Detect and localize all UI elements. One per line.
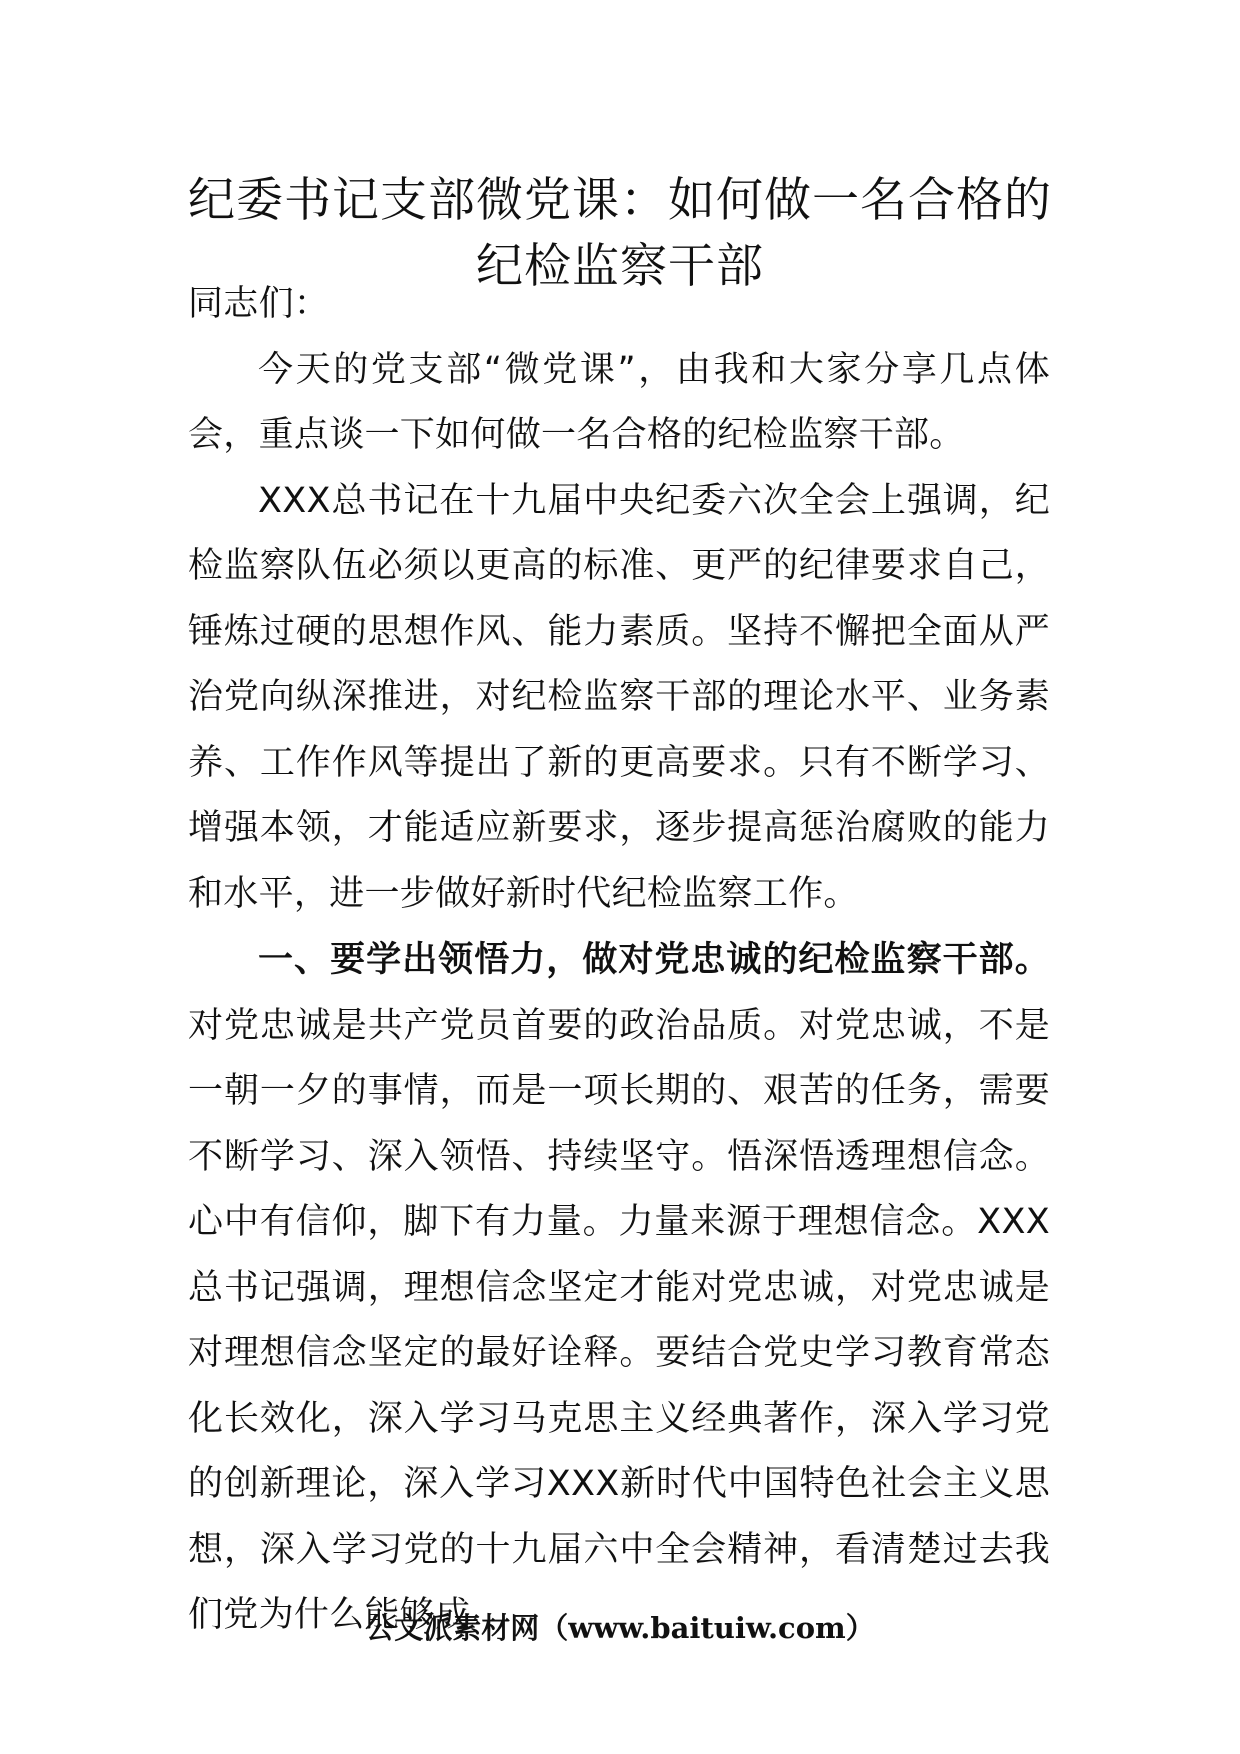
paragraph-section-1 bbox=[188, 927, 1050, 1649]
footer-watermark: 公文派素材网（www.baituiw.com） bbox=[365, 1611, 875, 1645]
title-line-2: 纪检监察干部 bbox=[476, 239, 764, 294]
section-1-text: 对党忠诚是共产党员首要的政治品质。对党忠诚，不是一朝一夕的事情，而是一项长期的、艰苦的任务，需要不断学习、深入领悟、持续坚守。悟深悟透理想信念。心中有信仰，脚下有力量。力量来源于理想信念。XXX总书记强调，理想信念坚定才能对党忠诚，对党忠诚是对理想信念坚定的最好诠释。要结合党史学习教育常态化长效化，深入学习马克思主义经典著作，深入学习党的创新理论，深入学习XXX新时代中国特色社会主义思想，深入学习党的十九届六中全会精神，看清楚过去我们党为什么能够成 bbox=[188, 1005, 1050, 1635]
section-1-heading: 一、要学出领悟力，做对党忠诚的纪检监察干部。 bbox=[258, 939, 1050, 980]
title-line-1: 纪委书记支部微党课：如何做一名合格的 bbox=[188, 173, 1052, 228]
salutation: 同志们： bbox=[188, 284, 330, 324]
paragraph-background: XXX总书记在十九届中央纪委六次全会上强调，纪检监察队伍必须以更高的标准、更严的纪律要求自己，锤炼过硬的思想作风、能力素质。坚持不懈把全面从严治党向纵深推进，对纪检监察干部的理论水平、业务素养、工作作风等提出了新的更高要求。只有不断学习、增强本领，才能适应新要求，逐步提高惩治腐败的能力和水平，进一步做好新时代纪检监察工作。 bbox=[188, 480, 1050, 914]
paragraph-intro: 今天的党支部“微党课”，由我和大家分享几点体会，重点谈一下如何做一名合格的纪检监察干部。 bbox=[188, 349, 1050, 455]
document-body bbox=[188, 272, 1050, 1649]
